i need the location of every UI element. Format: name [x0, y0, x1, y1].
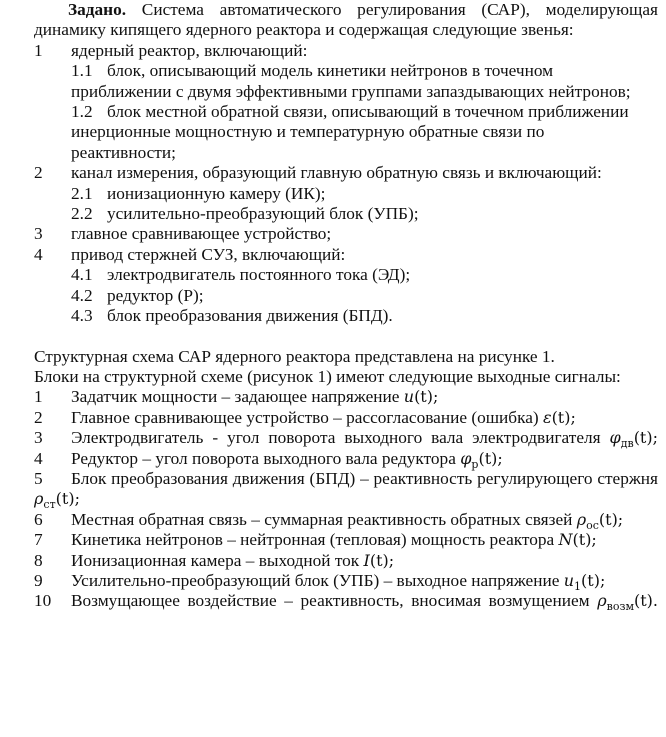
symbol-letter: ε	[542, 407, 552, 427]
list-item	[0, 41, 666, 61]
output-item	[0, 387, 666, 407]
symbol-argument: (t).	[634, 591, 658, 611]
item-text: Ионизационная камера – выходной ток	[71, 550, 360, 570]
symbol-letter: u	[563, 570, 575, 590]
blank-line	[0, 327, 666, 347]
item-number: 4	[34, 448, 43, 468]
item-number: 2	[34, 407, 43, 427]
symbol-subscript: ст	[43, 498, 56, 512]
item-number: 2	[34, 163, 43, 183]
symbol-letter: ρ	[34, 489, 44, 509]
output-item	[0, 551, 666, 571]
math-symbol	[404, 387, 439, 406]
symbol-letter: ρ	[576, 509, 587, 529]
symbol-subscript: возм	[606, 600, 634, 614]
item-text: Кинетика нейтронов – нейтронная (тепловая) мощность реактора	[71, 530, 555, 550]
item-number: 6	[34, 509, 43, 529]
item-text: редуктор (Р);	[107, 285, 204, 305]
output-item	[0, 530, 666, 550]
item-number: 2.1	[71, 183, 93, 203]
item-number: 3	[34, 224, 43, 244]
item-text: Местная обратная связь – суммарная реактивность обратных связей	[71, 509, 573, 529]
sub-list-item	[0, 102, 666, 163]
math-symbol	[543, 408, 576, 427]
symbol-argument: (t);	[598, 509, 624, 529]
item-text: Редуктор – угол поворота выходного вала редуктора	[71, 448, 456, 468]
symbol-argument: (t);	[55, 489, 80, 509]
symbol-argument: (t);	[581, 570, 606, 590]
math-symbol	[460, 448, 503, 471]
list-item	[0, 224, 666, 244]
math-symbol	[576, 509, 624, 532]
math-symbol	[609, 428, 658, 451]
symbol-letter: N	[558, 530, 573, 550]
item-text: блок преобразования движения (БПД).	[107, 306, 393, 326]
item-text: ионизационную камеру (ИК);	[107, 183, 326, 203]
item-number: 1.2	[71, 102, 93, 122]
output-item	[0, 510, 666, 530]
symbol-argument: (t);	[369, 550, 395, 570]
task-text: Система автоматического регулирования (САР), моделирующая динамику кипящего ядерного реактора и содержащая следующие звенья:	[34, 0, 658, 40]
math-symbol	[559, 530, 597, 549]
sub-list-item	[0, 184, 666, 204]
symbol-subscript: дв	[620, 437, 634, 451]
list-item	[0, 245, 666, 265]
item-number: 1	[34, 40, 43, 60]
outputs-intro-paragraph: Блоки на структурной схеме (рисунок 1) имеют следующие выходные сигналы:	[34, 366, 621, 386]
symbol-letter: u	[403, 387, 415, 407]
item-text: усилительно-преобразующий блок (УПБ);	[107, 204, 419, 224]
item-number: 2.2	[71, 204, 93, 224]
symbol-subscript: 1	[574, 580, 582, 594]
symbol-argument: (t);	[551, 407, 576, 427]
sub-list-item	[0, 286, 666, 306]
sub-list-item	[0, 204, 666, 224]
task-paragraph	[0, 0, 666, 41]
math-symbol	[34, 489, 80, 512]
symbol-argument: (t);	[572, 530, 597, 550]
item-text: электродвигатель постоянного тока (ЭД);	[107, 265, 411, 285]
item-number: 4.3	[71, 306, 93, 326]
item-number: 4.2	[71, 285, 93, 305]
output-item	[0, 428, 666, 451]
item-number: 9	[34, 570, 43, 590]
output-item	[0, 570, 666, 594]
output-item	[0, 408, 666, 428]
item-number: 3	[34, 428, 43, 448]
item-number: 8	[34, 550, 43, 570]
math-symbol	[563, 570, 606, 594]
item-number: 4.1	[71, 265, 93, 285]
item-number: 1.1	[71, 61, 93, 81]
math-symbol	[597, 591, 658, 614]
item-text: Электродвигатель - угол поворота выходного вала электродвигателя	[71, 428, 601, 448]
item-text: Главное сравнивающее устройство – рассогласование (ошибка)	[71, 407, 539, 427]
item-text: Блок преобразования движения (БПД) – реактивность регулирующего стержня	[71, 468, 658, 488]
symbol-argument: (t);	[414, 387, 439, 407]
item-number: 7	[34, 530, 43, 550]
symbol-subscript: ос	[586, 518, 599, 532]
list-item	[0, 163, 666, 183]
math-symbol	[364, 551, 395, 570]
symbol-subscript: р	[471, 457, 479, 471]
item-number: 4	[34, 244, 43, 264]
item-text: ядерный реактор, включающий:	[71, 40, 308, 60]
output-item	[0, 591, 666, 614]
outputs-list	[0, 387, 666, 614]
task-label: Задано.	[68, 0, 127, 19]
item-text: Усилительно-преобразующий блок (УПБ) – выходное напряжение	[71, 570, 560, 590]
output-item	[0, 449, 666, 469]
item-text: главное сравнивающее устройство;	[71, 224, 332, 244]
item-text: блок местной обратной связи, описывающий в точечном приближении инерционные мощностную и температурную обратные связи по реактивности;	[71, 102, 629, 162]
symbol-letter: φ	[609, 428, 621, 448]
item-number: 1	[34, 387, 43, 407]
item-text: блок, описывающий модель кинетики нейтронов в точечном приближении с двумя эффективными группами запаздывающих нейтронов;	[71, 61, 631, 101]
symbol-letter: I	[363, 550, 370, 570]
sub-list-item	[0, 61, 666, 102]
sub-list-item	[0, 265, 666, 285]
output-item	[0, 469, 666, 510]
item-text: Возмущающее воздействие – реактивность, вносимая возмущением	[71, 591, 590, 611]
links-list	[0, 41, 666, 327]
symbol-argument: (t);	[478, 448, 503, 468]
scheme-paragraph: Структурная схема САР ядерного реактора представлена на рисунке 1.	[34, 346, 555, 366]
item-number: 10	[34, 591, 52, 611]
sub-list-item	[0, 306, 666, 326]
item-number: 5	[34, 468, 43, 488]
symbol-letter: ρ	[597, 591, 607, 611]
symbol-argument: (t);	[633, 428, 658, 448]
item-text: канал измерения, образующий главную обратную связь и включающий:	[71, 163, 602, 183]
item-text: привод стержней СУЗ, включающий:	[71, 244, 346, 264]
symbol-letter: φ	[460, 448, 472, 468]
item-text: Задатчик мощности – задающее напряжение	[71, 387, 400, 407]
